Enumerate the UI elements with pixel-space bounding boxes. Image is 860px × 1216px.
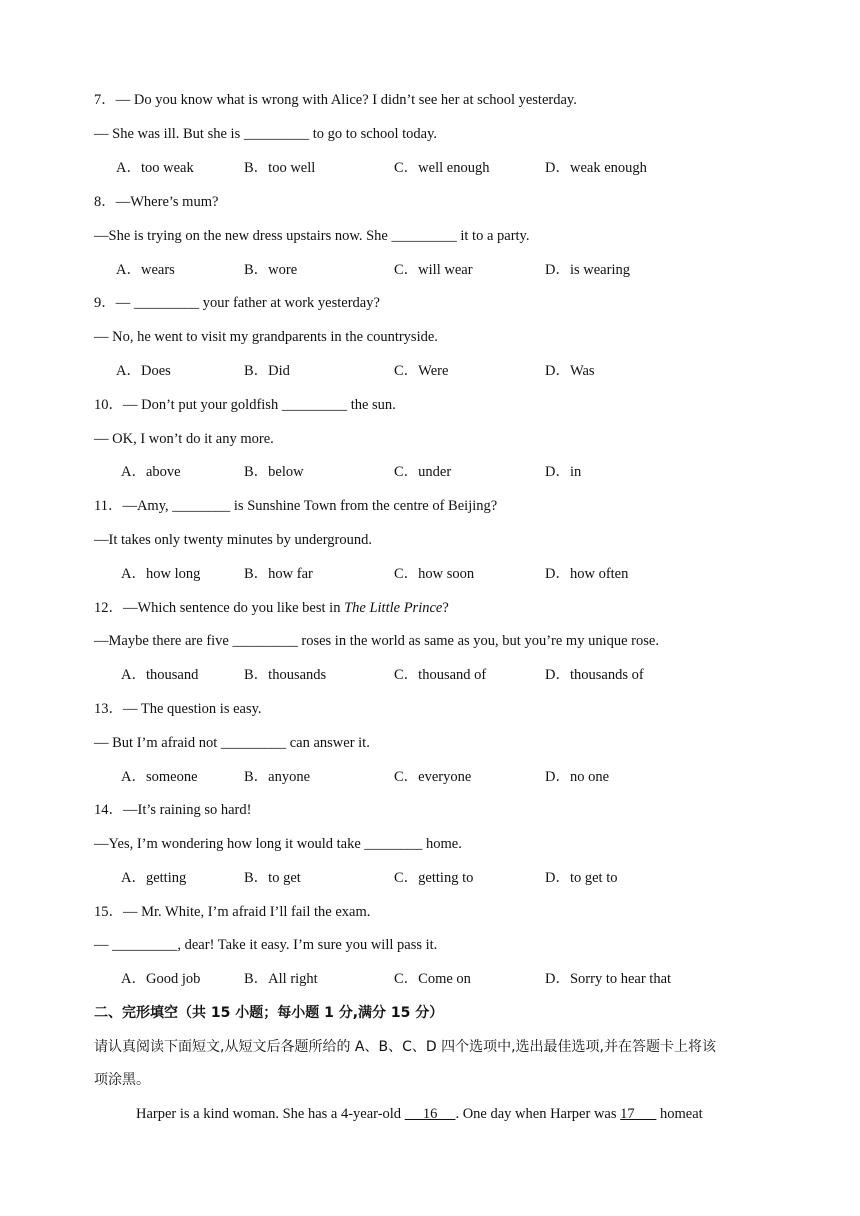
q8-option-c: C．will wear (394, 262, 473, 278)
q12-option-a: A．thousand (121, 667, 199, 683)
q11-option-b: B．how far (244, 566, 313, 582)
blank-16: 16 (404, 1106, 456, 1122)
q10-option-c: C．under (394, 464, 452, 480)
q9-option-d: D．Was (545, 363, 595, 379)
question-9-stem: 9．— _________ your father at work yesterday? (94, 295, 380, 311)
section-heading: 二、完形填空（共 15 小题；每小题 1 分,满分 15 分） (94, 1005, 444, 1021)
q12-option-b: B．thousands (244, 667, 327, 683)
q12-option-c: C．thousand of (394, 667, 487, 683)
question-15-line2: — _________, dear! Take it easy. I’m sure you will pass it. (94, 937, 438, 953)
q14-option-b: B．to get (244, 870, 301, 886)
q15-option-c: C．Come on (394, 971, 471, 987)
question-7-stem: 7．— Do you know what is wrong with Alice? I didn’t see her at school yesterday. (94, 92, 577, 108)
q9-option-b: B．Did (244, 363, 290, 379)
q12-stem-end: ? (442, 600, 449, 616)
q11-option-a: A．how long (121, 566, 201, 582)
q12-option-d: D．thousands of (545, 667, 644, 683)
q13-option-d: D．no one (545, 769, 610, 785)
question-11-line2: —It takes only twenty minutes by underground. (94, 532, 373, 548)
q8-option-b: B．wore (244, 262, 298, 278)
q7-option-c: C．well enough (394, 160, 490, 176)
question-11-stem: 11．—Amy, ________ is Sunshine Town from the centre of Beijing? (94, 498, 498, 514)
question-7-line2: — She was ill. But she is _________ to go to school today. (94, 126, 438, 142)
question-14-line2: —Yes, I’m wondering how long it would take ________ home. (94, 836, 462, 852)
q10-option-d: D．in (545, 464, 582, 480)
q11-option-c: C．how soon (394, 566, 475, 582)
q14-option-c: C．getting to (394, 870, 474, 886)
blank-17: 17 (620, 1106, 657, 1122)
q10-option-a: A．above (121, 464, 181, 480)
q11-option-d: D．how often (545, 566, 629, 582)
q14-option-a: A．getting (121, 870, 187, 886)
q7-option-d: D．weak enough (545, 160, 647, 176)
q8-option-a: A．wears (116, 262, 175, 278)
q12-stem-text: 12．—Which sentence do you like best in (94, 600, 345, 616)
q9-option-a: A．Does (116, 363, 171, 379)
q15-option-d: D．Sorry to hear that (545, 971, 672, 987)
question-10-line2: — OK, I won’t do it any more. (94, 431, 274, 447)
question-13-stem: 13．— The question is easy. (94, 701, 262, 717)
q13-option-b: B．anyone (244, 769, 311, 785)
question-14-stem: 14．—It’s raining so hard! (94, 802, 252, 818)
passage-text-mid: . One day when Harper was (455, 1106, 621, 1122)
question-8-stem: 8．—Where’s mum? (94, 194, 219, 210)
section-instruction: 请认真阅读下面短文,从短文后各题所给的 A、B、C、D 四个选项中,选出最佳选项,并在答题卡上将该 (94, 1039, 716, 1055)
q10-option-b: B．below (244, 464, 304, 480)
q7-option-b: B．too well (244, 160, 316, 176)
question-13-line2: — But I’m afraid not _________ can answer it. (94, 735, 370, 751)
q9-option-c: C．Were (394, 363, 449, 379)
section-instruction-cont: 项涂黑。 (94, 1072, 150, 1088)
question-15-stem: 15．— Mr. White, I’m afraid I’ll fail the exam. (94, 904, 371, 920)
q14-option-d: D．to get to (545, 870, 618, 886)
passage-text-start: Harper is a kind woman. She has a 4-year-old (136, 1106, 405, 1122)
q8-option-d: D．is wearing (545, 262, 630, 278)
book-title: The Little Prince (344, 600, 443, 616)
passage-text-end: homeat (656, 1106, 703, 1122)
q7-option-a: A．too weak (116, 160, 194, 176)
question-12-line2: —Maybe there are five _________ roses in the world as same as you, but you’re my unique rose. (94, 633, 659, 649)
passage-line (136, 1104, 703, 1124)
q15-option-b: B．All right (244, 971, 318, 987)
q13-option-a: A．someone (121, 769, 198, 785)
question-8-line2: —She is trying on the new dress upstairs now. She _________ it to a party. (94, 228, 530, 244)
q13-option-c: C．everyone (394, 769, 472, 785)
q15-option-a: A．Good job (121, 971, 201, 987)
question-9-line2: — No, he went to visit my grandparents in the countryside. (94, 329, 438, 345)
question-12-stem (94, 598, 449, 618)
question-10-stem: 10．— Don’t put your goldfish _________ the sun. (94, 397, 396, 413)
